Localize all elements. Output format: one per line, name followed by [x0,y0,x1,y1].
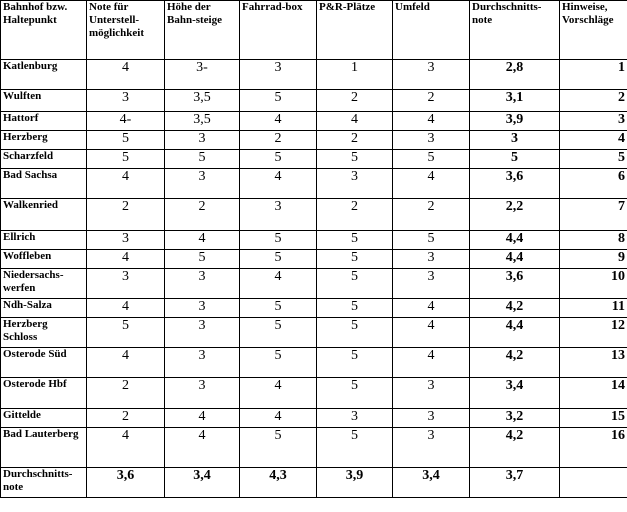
rating-cell: 4 [393,169,470,199]
average-cell: 4,4 [470,231,560,250]
station-name: Ndh-Salza [1,299,87,318]
station-name: Herzberg [1,131,87,150]
rating-cell: 4 [87,348,165,378]
rating-cell: 5 [240,318,317,348]
rating-cell: 3 [165,299,240,318]
rating-cell: 5 [240,348,317,378]
average-cell: 4,2 [470,348,560,378]
rating-cell: 2 [393,90,470,112]
rating-cell: 5 [317,348,393,378]
header-notes: Hinweise, Vorschläge [560,1,627,60]
average-cell: 2,2 [470,199,560,231]
table-row [1,60,627,90]
rating-cell: 3,5 [165,90,240,112]
table-row [1,428,627,468]
rating-cell: 5 [240,231,317,250]
average-cell: 3,1 [470,90,560,112]
table-row [1,299,627,318]
summary-average-cell: 4,3 [240,468,317,498]
rating-cell: 5 [87,318,165,348]
rating-cell: 5 [317,428,393,468]
rating-cell: 5 [317,250,393,269]
header-surroundings: Umfeld [393,1,470,60]
table-row [1,150,627,169]
average-cell: 4,4 [470,318,560,348]
rating-cell: 5 [240,299,317,318]
notes-cell: 11 [560,299,627,318]
rating-cell: 4 [240,112,317,131]
average-cell: 3 [470,131,560,150]
table-row [1,250,627,269]
station-name: Bad Lauterberg [1,428,87,468]
table-row [1,112,627,131]
rating-cell: 5 [165,150,240,169]
header-park-ride: P&R-Plätze [317,1,393,60]
rating-cell: 4 [317,112,393,131]
header-average: Durchschnitts-note [470,1,560,60]
rating-cell: 5 [87,131,165,150]
rating-cell: 2 [87,378,165,409]
rating-cell: 4 [393,112,470,131]
summary-total-average: 3,7 [470,468,560,498]
rating-cell: 3,5 [165,112,240,131]
notes-cell: 12 [560,318,627,348]
rating-cell: 3 [165,169,240,199]
station-name: Bad Sachsa [1,169,87,199]
rating-cell: 2 [87,409,165,428]
rating-cell: 3 [87,269,165,299]
notes-cell: 15 [560,409,627,428]
notes-cell: 16 [560,428,627,468]
station-name: Wulften [1,90,87,112]
station-name: Katlenburg [1,60,87,90]
rating-cell: 3 [240,60,317,90]
rating-cell: 4 [87,299,165,318]
rating-cell: 2 [87,199,165,231]
average-cell: 3,9 [470,112,560,131]
rating-cell: 2 [165,199,240,231]
notes-cell: 14 [560,378,627,409]
rating-cell: 4 [240,169,317,199]
rating-cell: 4 [393,348,470,378]
rating-cell: 5 [317,378,393,409]
notes-cell: 3 [560,112,627,131]
rating-cell: 5 [240,90,317,112]
station-name: Osterode Süd [1,348,87,378]
rating-cell: 4 [165,231,240,250]
rating-cell: 3 [165,318,240,348]
summary-label: Durchschnitts-note [1,468,87,498]
station-name: Niedersachs-werfen [1,269,87,299]
table-body [1,60,627,498]
station-name: Hattorf [1,112,87,131]
rating-cell: 5 [165,250,240,269]
table-row [1,318,627,348]
rating-cell: 4 [393,299,470,318]
summary-average-cell: 3,4 [165,468,240,498]
table-row [1,348,627,378]
rating-cell: 5 [317,269,393,299]
rating-cell: 4 [87,428,165,468]
rating-cell: 5 [317,231,393,250]
header-row [1,1,627,60]
rating-cell: 3 [317,409,393,428]
rating-cell: 5 [240,250,317,269]
rating-cell: 3 [165,378,240,409]
table-row [1,378,627,409]
summary-average-cell: 3,9 [317,468,393,498]
notes-cell: 7 [560,199,627,231]
rating-cell: 4 [240,378,317,409]
rating-cell: 3- [165,60,240,90]
notes-cell: 1 [560,60,627,90]
rating-cell: 4 [87,169,165,199]
rating-cell: 3 [393,378,470,409]
average-cell: 4,2 [470,299,560,318]
rating-cell: 2 [317,90,393,112]
average-cell: 4,2 [470,428,560,468]
rating-cell: 3 [393,269,470,299]
rating-cell: 3 [87,231,165,250]
table-row [1,169,627,199]
average-cell: 3,6 [470,169,560,199]
notes-cell: 8 [560,231,627,250]
average-cell: 3,2 [470,409,560,428]
table-row [1,231,627,250]
rating-cell: 3 [240,199,317,231]
rating-cell: 5 [240,428,317,468]
average-cell: 2,8 [470,60,560,90]
rating-cell: 4 [87,60,165,90]
rating-cell: 1 [317,60,393,90]
notes-cell: 6 [560,169,627,199]
table-row [1,409,627,428]
rating-cell: 5 [393,231,470,250]
station-name: Ellrich [1,231,87,250]
rating-cell: 2 [317,199,393,231]
rating-cell: 3 [393,131,470,150]
summary-row [1,468,627,498]
header-bike-box: Fahrrad-box [240,1,317,60]
rating-cell: 4 [165,428,240,468]
notes-cell: 5 [560,150,627,169]
rating-cell: 4 [165,409,240,428]
rating-cell: 3 [393,60,470,90]
rating-cell: 2 [317,131,393,150]
rating-cell: 2 [240,131,317,150]
station-name: Gittelde [1,409,87,428]
rating-cell: 3 [165,348,240,378]
rating-cell: 5 [240,150,317,169]
rating-cell: 4- [87,112,165,131]
station-name: Woffleben [1,250,87,269]
rating-cell: 5 [317,150,393,169]
rating-cell: 4 [240,269,317,299]
notes-cell: 4 [560,131,627,150]
rating-cell: 2 [393,199,470,231]
header-station: Bahnhof bzw. Haltepunkt [1,1,87,60]
summary-notes-cell [560,468,627,498]
rating-cell: 3 [165,269,240,299]
rating-cell: 5 [87,150,165,169]
average-cell: 3,6 [470,269,560,299]
station-name: Osterode Hbf [1,378,87,409]
notes-cell: 13 [560,348,627,378]
rating-cell: 5 [317,318,393,348]
table-row [1,199,627,231]
header-platform-height: Höhe der Bahn-steige [165,1,240,60]
table-row [1,131,627,150]
station-name: Walkenried [1,199,87,231]
table-row [1,90,627,112]
rating-cell: 3 [165,131,240,150]
average-cell: 3,4 [470,378,560,409]
table-row [1,269,627,299]
station-name: Scharzfeld [1,150,87,169]
rating-cell: 4 [240,409,317,428]
header-shelter: Note für Unterstell-möglichkeit [87,1,165,60]
rating-cell: 3 [317,169,393,199]
rating-cell: 3 [393,250,470,269]
rating-cell: 5 [317,299,393,318]
rating-cell: 4 [393,318,470,348]
average-cell: 5 [470,150,560,169]
rating-cell: 5 [393,150,470,169]
rating-cell: 3 [393,428,470,468]
rating-cell: 3 [87,90,165,112]
station-name: Herzberg Schloss [1,318,87,348]
summary-average-cell: 3,6 [87,468,165,498]
rating-cell: 4 [87,250,165,269]
notes-cell: 2 [560,90,627,112]
average-cell: 4,4 [470,250,560,269]
notes-cell: 10 [560,269,627,299]
summary-average-cell: 3,4 [393,468,470,498]
rating-cell: 3 [393,409,470,428]
notes-cell: 9 [560,250,627,269]
